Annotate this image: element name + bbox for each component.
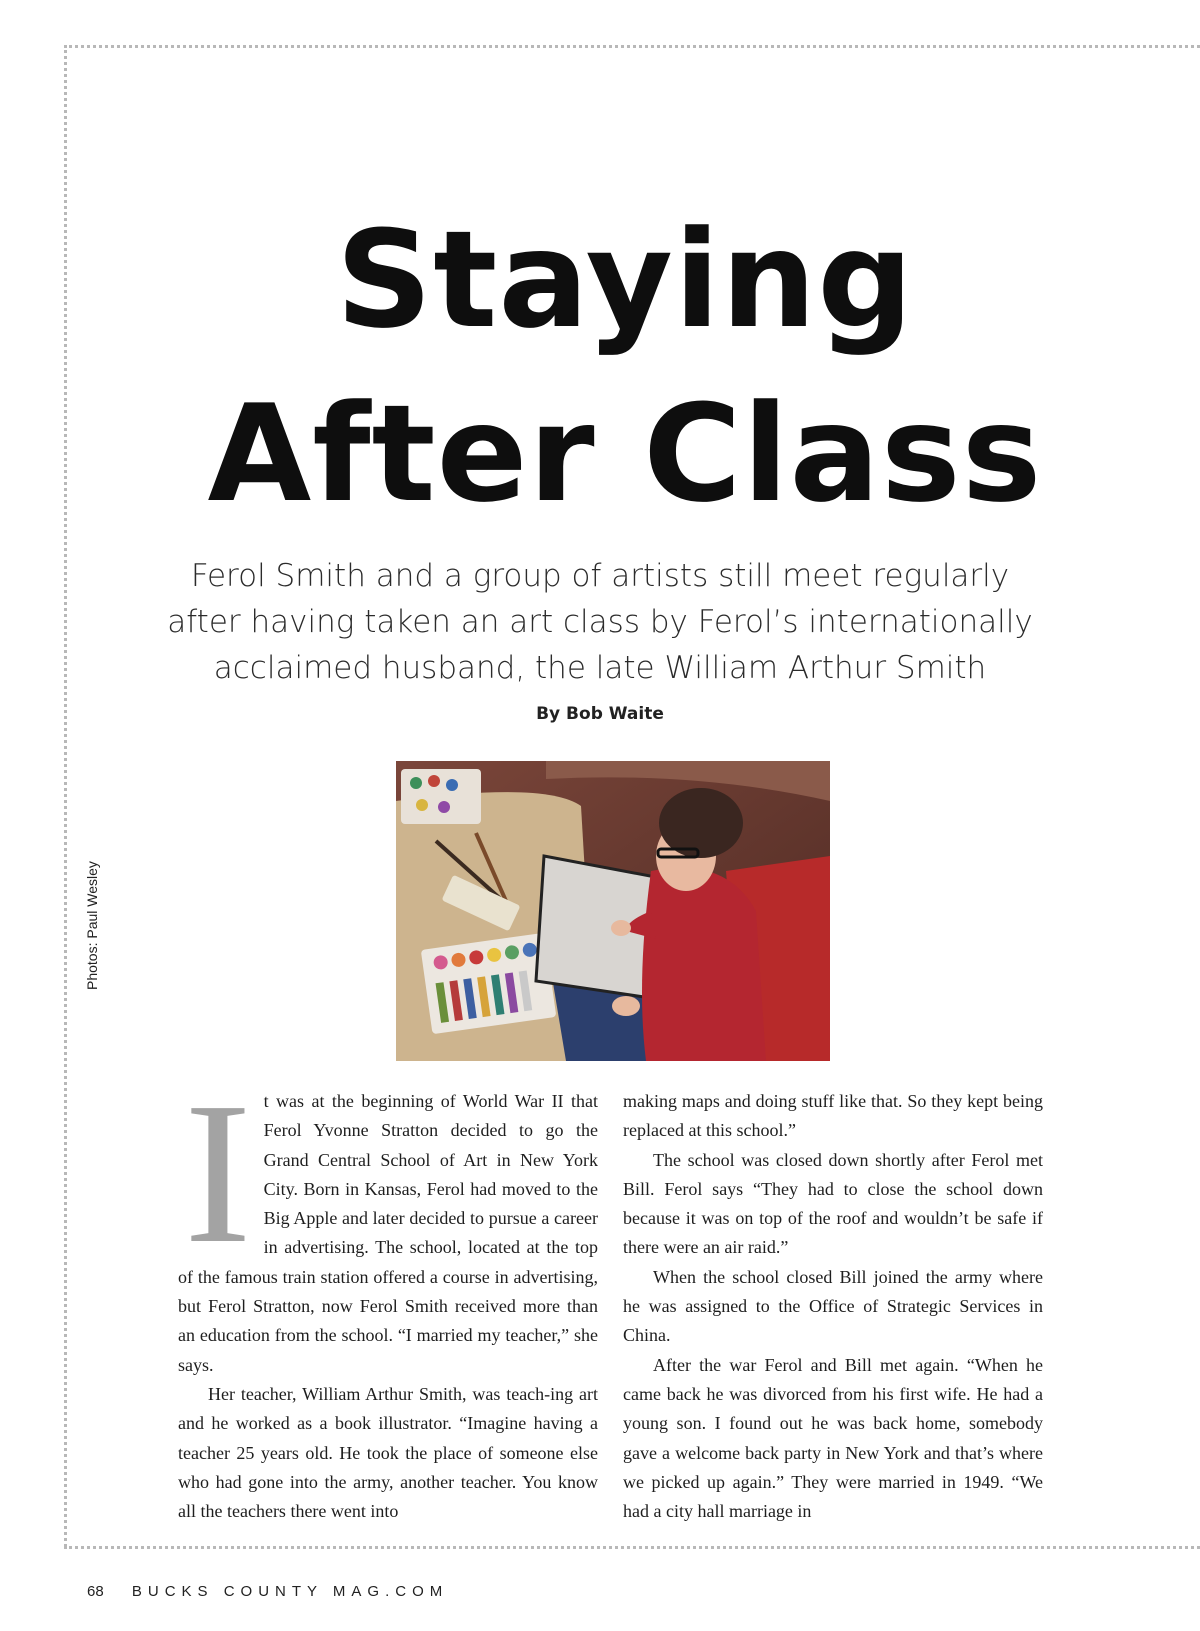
magazine-url: BUCKS COUNTY MAG.COM bbox=[131, 1583, 449, 1600]
article-photo bbox=[396, 761, 830, 1061]
page-number: 68 bbox=[87, 1583, 104, 1600]
page-border-top bbox=[64, 45, 1200, 48]
article-deck: Ferol Smith and a group of artists still meet regularly after having taken an art class by Ferol’s internationally acclaimed husband, the late William Arthur Smith bbox=[167, 558, 1033, 686]
article-column-1 bbox=[178, 1060, 598, 1526]
page-border-left bbox=[64, 45, 67, 1547]
column-1-paragraph-1: t was at the beginning of World War II that Ferol Yvonne Stratton decided to go the Grand Central School of Art in New York City. Born in Kansas, Ferol had moved to the Big Apple and later decided to pursue a career in advertising. The school, located at the top of the famous train station offered a course in advertising, but Ferol Stratton, now Ferol Smith received more than an education from the school. “I married my teacher,” she says. bbox=[178, 1091, 598, 1375]
photo-credit: Photos: Paul Wesley bbox=[84, 861, 100, 990]
article-title-line-1: Staying bbox=[335, 202, 915, 358]
column-2-paragraph-4: After the war Ferol and Bill met again. “When he came back he was divorced from his first wife. He had a young son. I found out he was back home, somebody gave a welcome back party in New York and that’s where we picked up again.” They were married in 1949. “We had a city hall marriage in bbox=[623, 1354, 1043, 1522]
drop-cap: I bbox=[184, 1060, 252, 1285]
byline: By Bob Waite bbox=[536, 704, 664, 724]
column-2-paragraph-2: The school was closed down shortly after Ferol met Bill. Ferol says “They had to close the school down because it was on top of the roof and wouldn’t be safe if there were an air raid.” bbox=[623, 1149, 1043, 1258]
article-column-2 bbox=[623, 1087, 1043, 1526]
column-2-paragraph-1: making maps and doing stuff like that. So they kept being replaced at this school.” bbox=[623, 1091, 1043, 1141]
page-footer bbox=[87, 1583, 448, 1600]
column-1-paragraph-2: Her teacher, William Arthur Smith, was teach-ing art and he worked as a book illustrator. “Imagine having a teacher 25 years old. He took the place of someone else who had gone into the army, another teacher. You know all the teachers there went into bbox=[178, 1383, 598, 1522]
page-border-bottom bbox=[64, 1546, 1200, 1549]
column-2-paragraph-3: When the school closed Bill joined the army where he was assigned to the Office of Strategic Services in China. bbox=[623, 1266, 1043, 1346]
article-title-line-2: After Class bbox=[207, 376, 1043, 532]
artist-painting-illustration bbox=[396, 761, 830, 1061]
